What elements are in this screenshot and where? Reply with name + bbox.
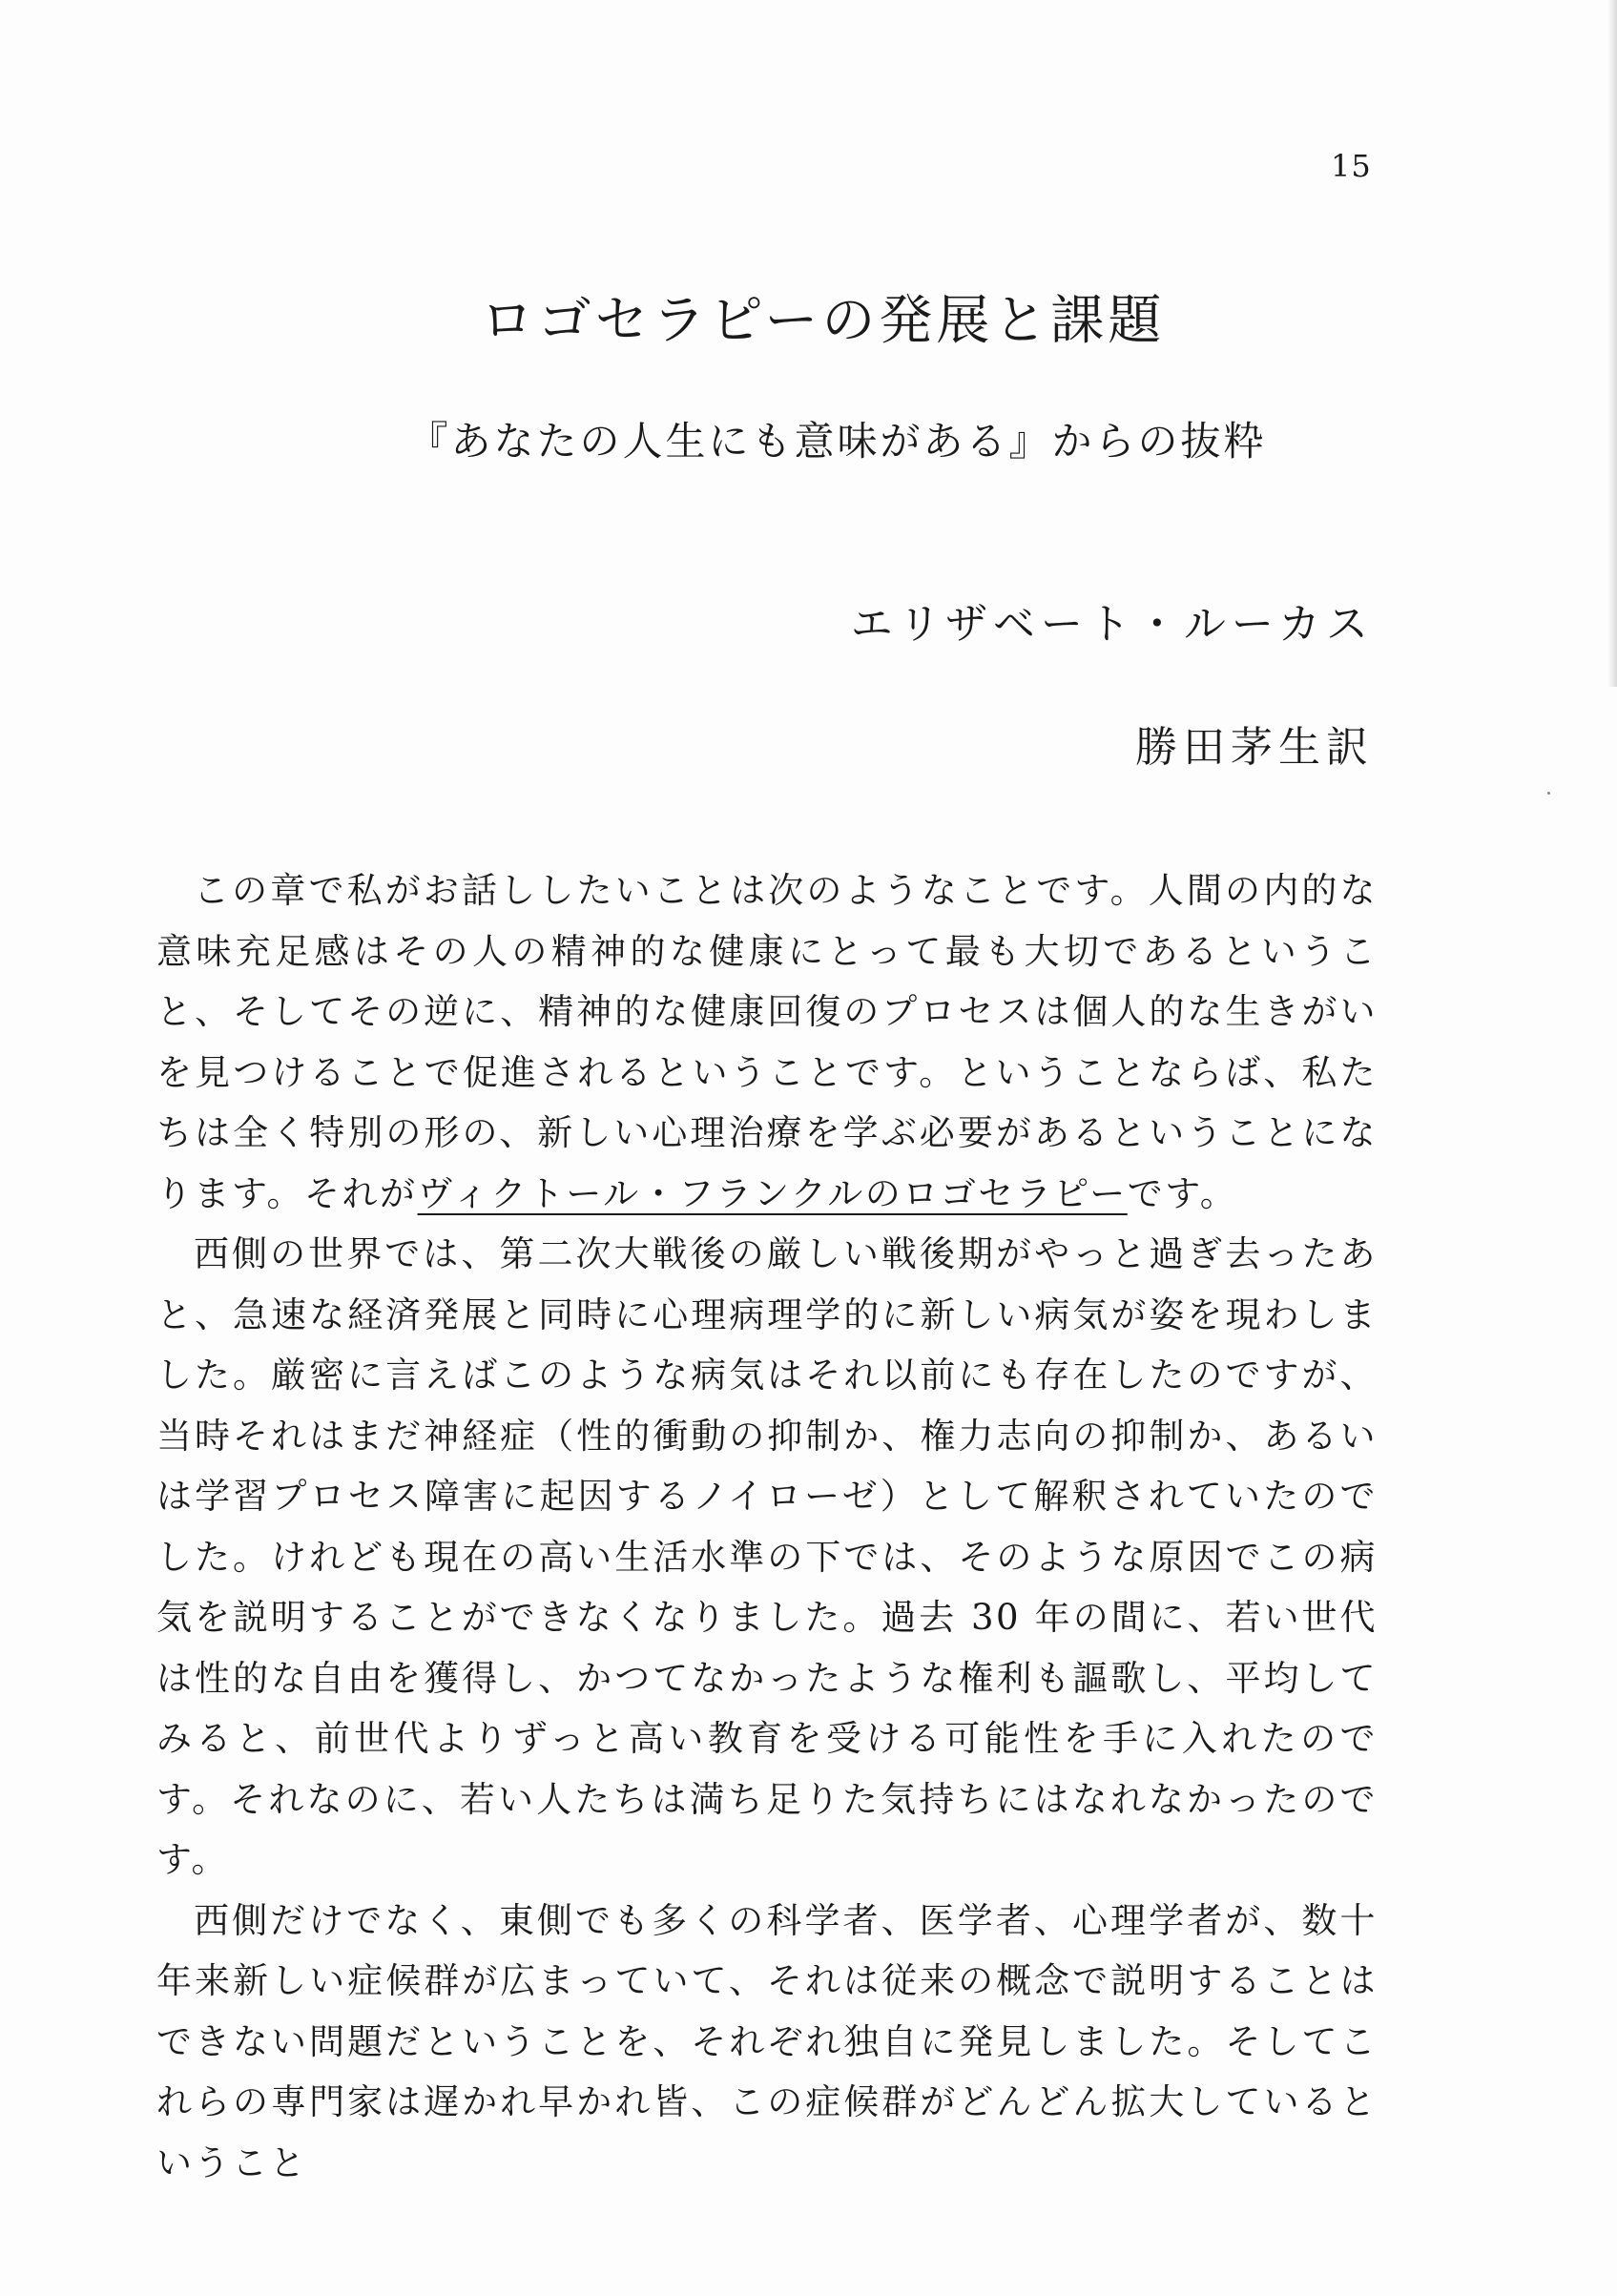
paragraph-3: 西側だけでなく、東側でも多くの科学者、医学者、心理学者が、数十年来新しい症候群が広まっていて、それは従来の概念で説明することはできない問題だということを、それぞれ独自に発見しました。そしてこれらの専門家は遅かれ早かれ皆、この症候群がどんどん拡大しているということ: [156, 1899, 1378, 2183]
paragraph-1-text-before: この章で私がお話ししたいことは次のようなことです。人間の内的な意味充足感はその人の精神的な健康にとって最も大切であるということ、そしてその逆に、精神的な健康回復のプロセスは個人的な生きがいを見つけることで促進されるということです。ということならば、私たちは全く特別の形の、新しい心理治療を学ぶ必要があるということになります。それが: [156, 870, 1378, 1214]
body-text: [156, 860, 1378, 2193]
underlined-phrase: ヴィクトール・フランクルのロゴセラピー: [417, 1172, 1128, 1214]
paragraph-1: [156, 860, 1378, 1224]
page-number: 15: [1331, 148, 1372, 184]
chapter-subtitle: 『あなたの人生にも意味がある』からの抜粋: [407, 418, 1267, 465]
author-name: エリザベート・ルーカス: [850, 600, 1374, 649]
paragraph-2: 西側の世界では、第二次大戦後の厳しい戦後期がやっと過ぎ去ったあと、急速な経済発展と同時に心理病理学的に新しい病気が姿を現わしました。厳密に言えばこのような病気はそれ以前にも存在したのですが、当時それはまだ神経症（性的衝動の抑制か、権力志向の抑制か、あるいは学習プロセス障害に起因するノイローゼ）として解釈されていたのでした。けれども現在の高い生活水準の下では、そのような原因でこの病気を説明することができなくなりました。過去 30 年の間に、若い世代は性的な自由を獲得し、かつてなかったような権利も謳歌し、平均してみると、前世代よりずっと高い教育を受ける可能性を手に入れたのです。それなのに、若い人たちは満ち足りた気持ちにはなれなかったのです。: [156, 1233, 1378, 1880]
scan-speck: [1547, 792, 1550, 795]
translator-credit: 勝田茅生訳: [1135, 723, 1374, 772]
paragraph-1-text-after: です。: [1127, 1172, 1238, 1214]
chapter-title: ロゴセラピーの発展と課題: [480, 290, 1166, 352]
